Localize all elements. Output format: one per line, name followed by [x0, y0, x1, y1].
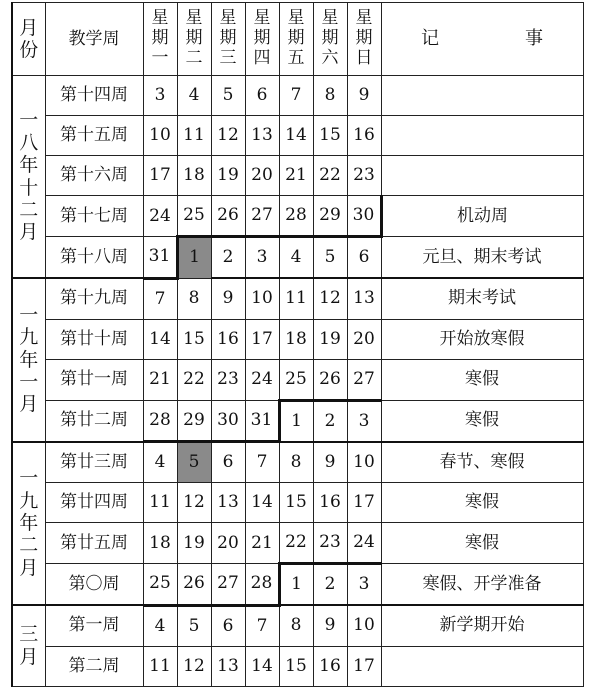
date-cell: 19: [177, 523, 211, 564]
week-row: [12, 646, 583, 686]
date-cell: 17: [245, 319, 279, 359]
date-cell: 12: [177, 483, 211, 523]
date-cell: 15: [177, 319, 211, 359]
week-label: 第二周: [45, 646, 143, 686]
date-cell: 4: [177, 76, 211, 116]
date-cell: 13: [245, 116, 279, 156]
date-cell: 24: [143, 196, 177, 237]
date-cell-highlighted: 5: [177, 442, 211, 483]
note-cell: 寒假: [381, 523, 583, 564]
week-row: [12, 76, 583, 116]
date-cell: 17: [347, 483, 381, 523]
date-cell: 4: [143, 442, 177, 483]
date-cell: 15: [279, 483, 313, 523]
date-cell: 2: [313, 400, 347, 442]
day-header-mon: 星期一: [143, 3, 177, 76]
date-cell: 26: [313, 359, 347, 400]
note-cell: 寒假: [381, 400, 583, 442]
date-cell: 6: [211, 605, 245, 646]
note-cell: 春节、寒假: [381, 442, 583, 483]
date-cell: 16: [313, 646, 347, 686]
week-row: [12, 196, 583, 237]
date-cell: 10: [347, 605, 381, 646]
date-cell: 22: [177, 359, 211, 400]
calendar-table: [11, 2, 584, 687]
date-cell: 29: [313, 196, 347, 237]
note-cell: [381, 156, 583, 196]
note-cell: 新学期开始: [381, 605, 583, 646]
date-cell: 14: [143, 319, 177, 359]
date-cell: 25: [279, 359, 313, 400]
date-cell: 9: [211, 278, 245, 319]
month-label-feb: 一九年二月: [12, 442, 45, 606]
week-row: [12, 523, 583, 564]
note-cell: [381, 646, 583, 686]
date-cell: 8: [279, 442, 313, 483]
date-cell: 24: [347, 523, 381, 564]
date-cell: 16: [347, 116, 381, 156]
note-cell: 元旦、期末考试: [381, 237, 583, 279]
date-cell: 8: [279, 605, 313, 646]
date-cell: 9: [313, 442, 347, 483]
date-cell: 3: [347, 400, 381, 442]
date-cell: 18: [143, 523, 177, 564]
date-cell: 26: [177, 564, 211, 606]
week-row: [12, 359, 583, 400]
date-cell: 31: [143, 237, 177, 279]
date-cell: 11: [279, 278, 313, 319]
date-cell: 27: [211, 564, 245, 606]
date-cell: 5: [313, 237, 347, 279]
date-cell: 12: [177, 646, 211, 686]
date-cell: 23: [347, 156, 381, 196]
date-cell: 20: [211, 523, 245, 564]
date-cell: 19: [211, 156, 245, 196]
day-header-wed: 星期三: [211, 3, 245, 76]
date-cell: 18: [279, 319, 313, 359]
date-cell: 11: [177, 116, 211, 156]
date-cell: 8: [177, 278, 211, 319]
week-label: 第廿四周: [45, 483, 143, 523]
date-cell: 13: [347, 278, 381, 319]
week-row: [12, 564, 583, 606]
date-cell: 20: [245, 156, 279, 196]
week-row: [12, 319, 583, 359]
day-header-tue: 星期二: [177, 3, 211, 76]
date-cell: 24: [245, 359, 279, 400]
date-cell: 19: [313, 319, 347, 359]
date-cell: 25: [143, 564, 177, 606]
day-header-fri: 星期五: [279, 3, 313, 76]
week-header: 教学周: [45, 3, 143, 76]
date-cell: 6: [347, 237, 381, 279]
note-cell: [381, 116, 583, 156]
date-cell: 18: [177, 156, 211, 196]
date-cell: 7: [245, 605, 279, 646]
date-cell: 3: [347, 564, 381, 606]
date-cell: 23: [211, 359, 245, 400]
date-cell: 22: [313, 156, 347, 196]
header-row: [12, 3, 583, 76]
month-label-jan: 一九年一月: [12, 278, 45, 442]
week-label: 第廿五周: [45, 523, 143, 564]
date-cell: 21: [245, 523, 279, 564]
date-cell: 7: [279, 76, 313, 116]
week-label: 第十九周: [45, 278, 143, 319]
week-row: [12, 442, 583, 483]
week-row: [12, 400, 583, 442]
week-row: [12, 278, 583, 319]
date-cell: 6: [211, 442, 245, 483]
month-label-dec: 一八年十二月: [12, 76, 45, 279]
week-label: 第十四周: [45, 76, 143, 116]
date-cell: 10: [143, 116, 177, 156]
date-cell: 30: [347, 196, 381, 237]
note-header: 记 事: [381, 3, 583, 76]
date-cell: 15: [313, 116, 347, 156]
week-label: 第十六周: [45, 156, 143, 196]
week-label: 第廿一周: [45, 359, 143, 400]
week-row: [12, 156, 583, 196]
date-cell: 9: [347, 76, 381, 116]
date-cell: 3: [245, 237, 279, 279]
date-cell: 12: [313, 278, 347, 319]
date-cell: 29: [177, 400, 211, 442]
date-cell: 28: [245, 564, 279, 606]
date-cell: 12: [211, 116, 245, 156]
date-cell: 5: [211, 76, 245, 116]
date-cell: 30: [211, 400, 245, 442]
date-cell: 27: [245, 196, 279, 237]
day-header-sat: 星期六: [313, 3, 347, 76]
date-cell: 23: [313, 523, 347, 564]
note-cell: 开始放寒假: [381, 319, 583, 359]
week-label: 第十七周: [45, 196, 143, 237]
date-cell: 2: [211, 237, 245, 279]
month-label-mar: 三月: [12, 605, 45, 686]
note-cell: [381, 76, 583, 116]
date-cell-highlighted: 1: [177, 237, 211, 279]
date-cell: 6: [245, 76, 279, 116]
date-cell: 5: [177, 605, 211, 646]
date-cell: 13: [211, 483, 245, 523]
week-row: [12, 116, 583, 156]
date-cell: 1: [279, 564, 313, 606]
day-header-thu: 星期四: [245, 3, 279, 76]
date-cell: 16: [211, 319, 245, 359]
date-cell: 25: [177, 196, 211, 237]
school-calendar: [11, 2, 584, 687]
date-cell: 4: [279, 237, 313, 279]
month-header: 月份: [12, 3, 45, 76]
date-cell: 17: [143, 156, 177, 196]
date-cell: 28: [143, 400, 177, 442]
date-cell: 7: [245, 442, 279, 483]
date-cell: 1: [279, 400, 313, 442]
date-cell: 21: [143, 359, 177, 400]
week-label: 第廿三周: [45, 442, 143, 483]
note-cell: 寒假: [381, 359, 583, 400]
week-label: 第〇周: [45, 564, 143, 606]
note-cell: 期末考试: [381, 278, 583, 319]
date-cell: 15: [279, 646, 313, 686]
date-cell: 3: [143, 76, 177, 116]
date-cell: 21: [279, 156, 313, 196]
date-cell: 14: [279, 116, 313, 156]
week-row: [12, 237, 583, 279]
date-cell: 26: [211, 196, 245, 237]
date-cell: 22: [279, 523, 313, 564]
week-row: [12, 483, 583, 523]
week-label: 第一周: [45, 605, 143, 646]
date-cell: 20: [347, 319, 381, 359]
week-label: 第廿二周: [45, 400, 143, 442]
note-cell: 寒假: [381, 483, 583, 523]
date-cell: 13: [211, 646, 245, 686]
day-header-sun: 星期日: [347, 3, 381, 76]
week-label: 第廿十周: [45, 319, 143, 359]
date-cell: 11: [143, 483, 177, 523]
date-cell: 28: [279, 196, 313, 237]
date-cell: 14: [245, 483, 279, 523]
date-cell: 4: [143, 605, 177, 646]
date-cell: 8: [313, 76, 347, 116]
date-cell: 10: [245, 278, 279, 319]
week-row: [12, 605, 583, 646]
date-cell: 27: [347, 359, 381, 400]
date-cell: 31: [245, 400, 279, 442]
week-label: 第十五周: [45, 116, 143, 156]
date-cell: 7: [143, 278, 177, 319]
date-cell: 11: [143, 646, 177, 686]
date-cell: 2: [313, 564, 347, 606]
note-cell: 机动周: [381, 196, 583, 237]
date-cell: 17: [347, 646, 381, 686]
date-cell: 9: [313, 605, 347, 646]
note-cell: 寒假、开学准备: [381, 564, 583, 606]
week-label: 第十八周: [45, 237, 143, 279]
date-cell: 10: [347, 442, 381, 483]
date-cell: 14: [245, 646, 279, 686]
date-cell: 16: [313, 483, 347, 523]
